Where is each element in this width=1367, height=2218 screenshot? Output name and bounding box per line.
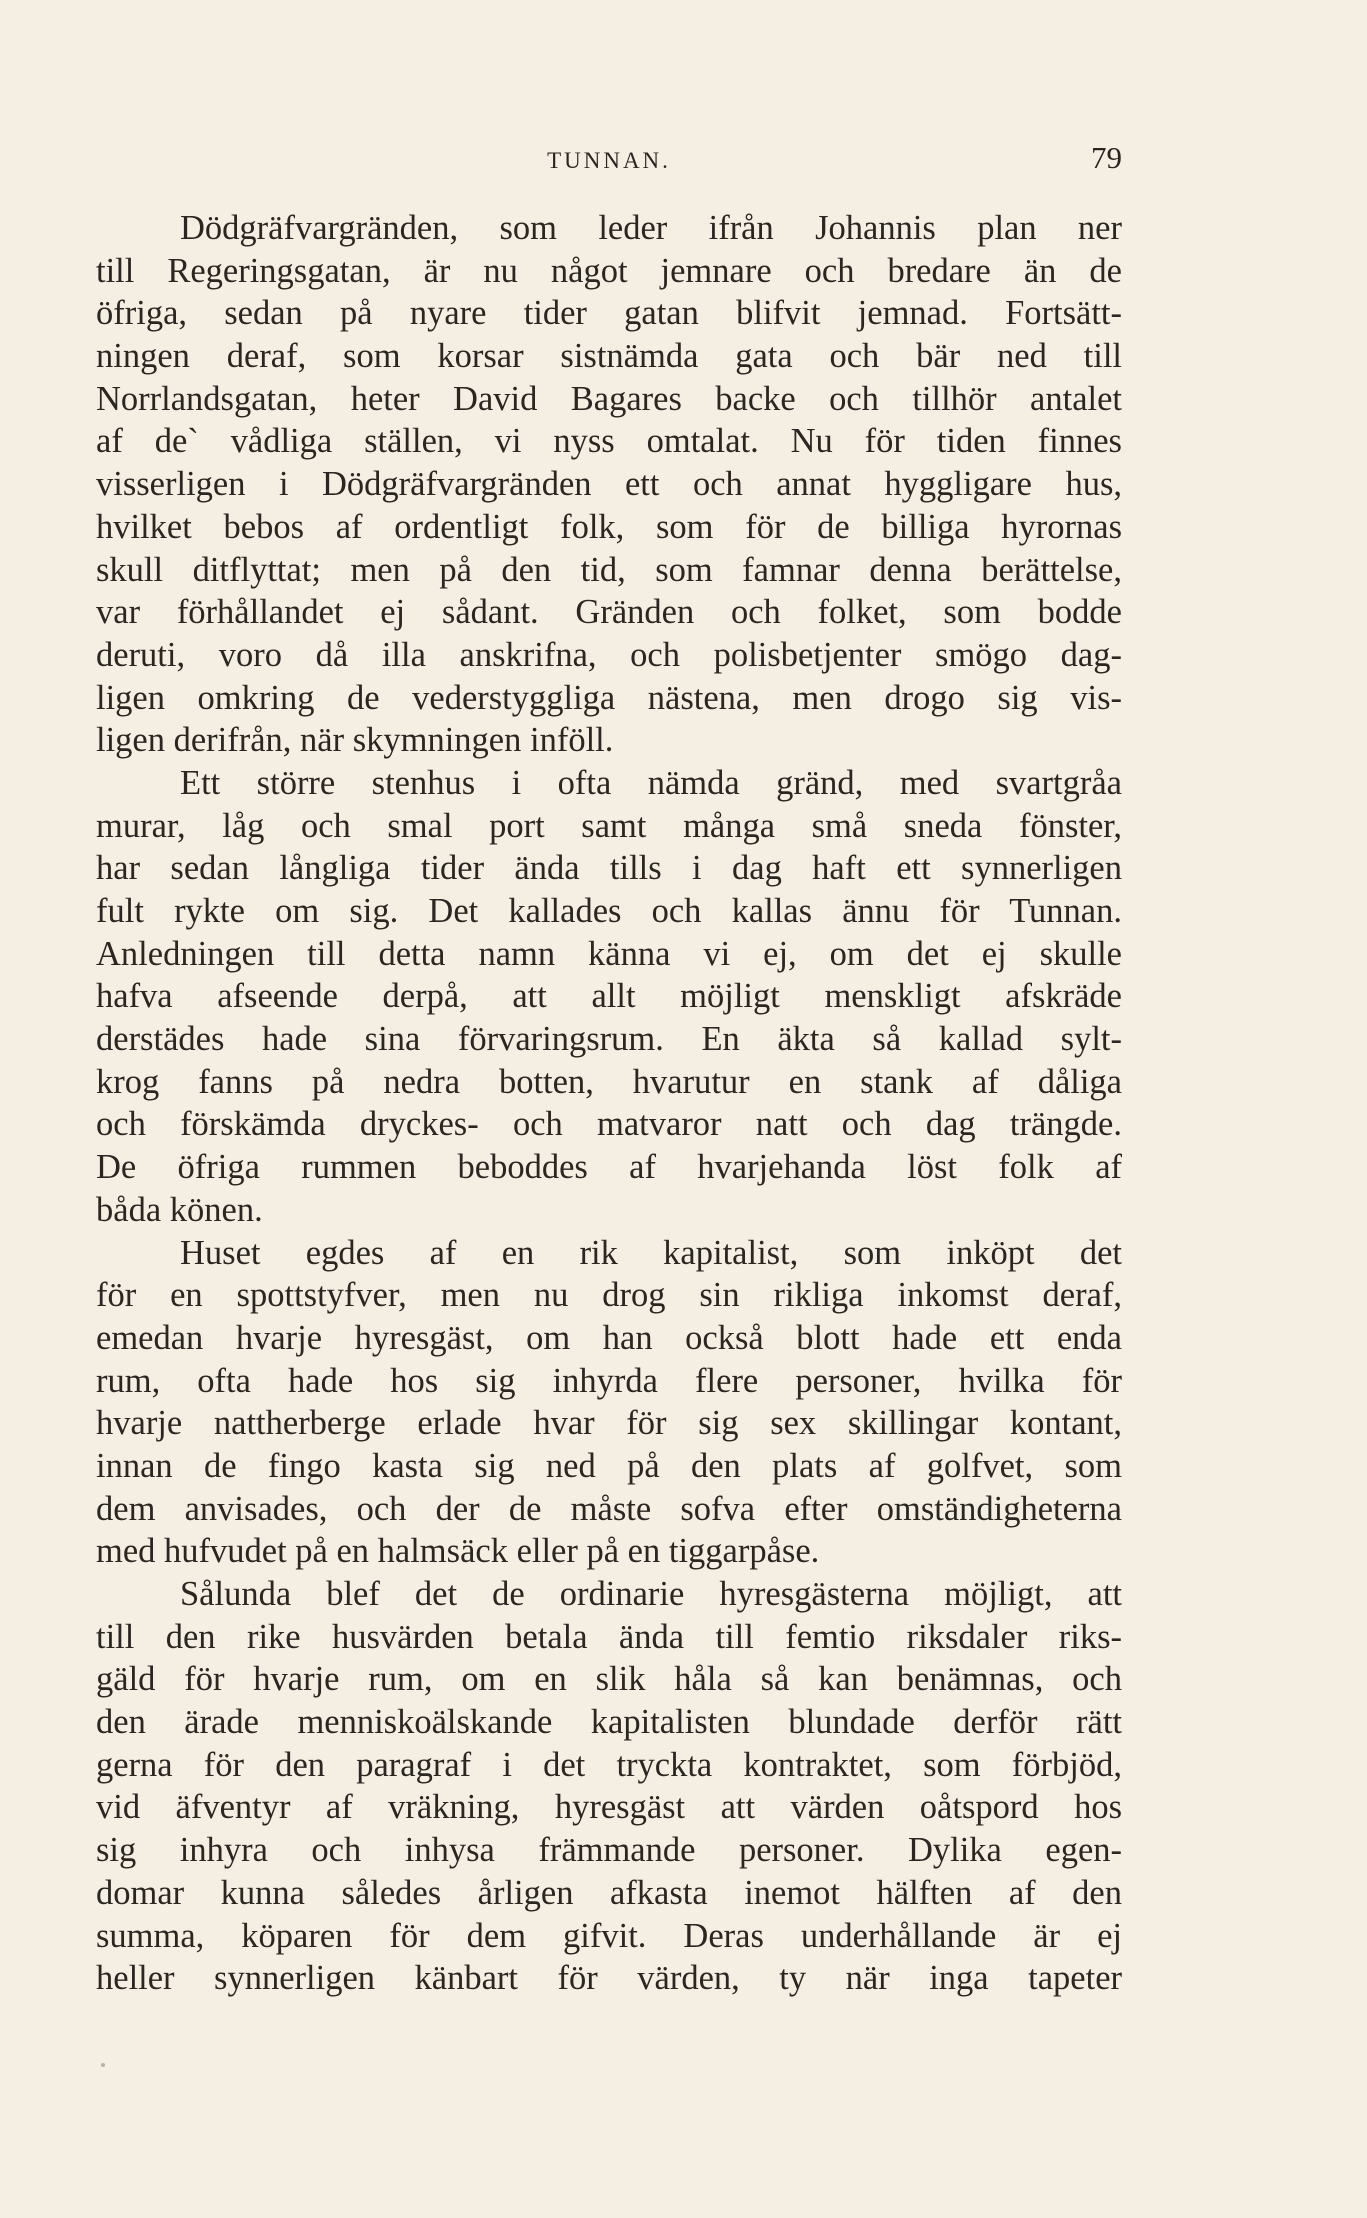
text-line: ningen deraf, som korsar sistnämda gata och bär ned till (96, 337, 1122, 376)
text-line: och förskämda dryckes- och matvaror natt och dag trängde. (96, 1105, 1122, 1144)
text-line: gerna för den paragraf i det tryckta kontraktet, som förbjöd, (96, 1745, 1122, 1784)
text-line: skull ditflyttat; men på den tid, som famnar denna berättelse, (96, 550, 1122, 589)
text-line: summa, köparen för dem gifvit. Deras underhållande är ej (96, 1916, 1122, 1955)
text-line: Huset egdes af en rik kapitalist, som inköpt det (180, 1233, 1122, 1272)
text-line: den ärade menniskoälskande kapitalisten blundade derför rätt (96, 1703, 1122, 1742)
text-line: har sedan långliga tider ända tills i dag haft ett synnerligen (96, 849, 1122, 888)
paper-speck (101, 2063, 105, 2067)
text-line: öfriga, sedan på nyare tider gatan blifvit jemnad. Fortsätt- (96, 294, 1122, 333)
text-line: Anledningen till detta namn känna vi ej, om det ej skulle (96, 934, 1122, 973)
text-line: gäld för hvarje rum, om en slik håla så kan benämnas, och (96, 1660, 1122, 1699)
text-line: krog fanns på nedra botten, hvarutur en stank af dåliga (96, 1062, 1122, 1101)
page-header (96, 140, 1122, 180)
text-line: af de` vådliga ställen, vi nyss omtalat. Nu för tiden finnes (96, 422, 1122, 461)
text-line: visserligen i Dödgräfvargränden ett och annat hyggligare hus, (96, 465, 1122, 504)
text-line: innan de fingo kasta sig ned på den plats af golfvet, som (96, 1446, 1122, 1485)
text-line: heller synnerligen känbart för värden, ty när inga tapeter (96, 1959, 1122, 1998)
text-line: till Regeringsgatan, är nu något jemnare och bredare än de (96, 251, 1122, 290)
text-line: ligen omkring de vederstyggliga nästena, men drogo sig vis- (96, 678, 1122, 717)
body-text (96, 207, 1122, 2000)
text-line: Dödgräfvargränden, som leder ifrån Johannis plan ner (180, 209, 1122, 247)
text-line: dem anvisades, och der de måste sofva efter omständigheterna (96, 1489, 1122, 1528)
text-line: båda könen. (96, 1190, 263, 1229)
text-line: ligen derifrån, när skymningen inföll. (96, 721, 614, 760)
running-head: TUNNAN. (547, 148, 671, 173)
text-line: vid äfventyr af vräkning, hyresgäst att värden oåtspord hos (96, 1788, 1122, 1827)
text-line: Ett större stenhus i ofta nämda gränd, med svartgråa (180, 763, 1122, 802)
text-line: fult rykte om sig. Det kallades och kallas ännu för Tunnan. (96, 892, 1122, 930)
text-line: hvilket bebos af ordentligt folk, som för de billiga hyrornas (96, 507, 1122, 546)
text-line: hvarje nattherberge erlade hvar för sig sex skillingar kontant, (96, 1404, 1122, 1443)
text-line: till den rike husvärden betala ända till femtio riksdaler riks- (96, 1617, 1122, 1656)
text-line: domar kunna således årligen afkasta inemot hälften af den (96, 1873, 1122, 1912)
text-line: Norrlandsgatan, heter David Bagares backe och tillhör antalet (96, 379, 1122, 418)
text-line: derstädes hade sina förvaringsrum. En äkta så kallad sylt- (96, 1020, 1122, 1059)
text-line: emedan hvarje hyresgäst, om han också blott hade ett enda (96, 1318, 1122, 1357)
text-line: sig inhyra och inhysa främmande personer. Dylika egen- (96, 1831, 1122, 1870)
text-line: var förhållandet ej sådant. Gränden och folket, som bodde (96, 593, 1122, 632)
text-line: murar, låg och smal port samt många små sneda fönster, (96, 806, 1122, 845)
text-line: De öfriga rummen beboddes af hvarjehanda löst folk af (96, 1148, 1122, 1187)
text-line: med hufvudet på en halmsäck eller på en tiggarpåse. (96, 1532, 820, 1571)
text-line: Sålunda blef det de ordinarie hyresgästerna möjligt, att (180, 1575, 1122, 1613)
text-line: för en spottstyfver, men nu drog sin rikliga inkomst deraf, (96, 1276, 1122, 1315)
page-number: 79 (1091, 140, 1122, 175)
text-line: deruti, voro då illa anskrifna, och polisbetjenter smögo dag- (96, 635, 1122, 674)
text-line: rum, ofta hade hos sig inhyrda flere personer, hvilka för (96, 1361, 1122, 1400)
text-line: hafva afseende derpå, att allt möjligt menskligt afskräde (96, 977, 1122, 1016)
